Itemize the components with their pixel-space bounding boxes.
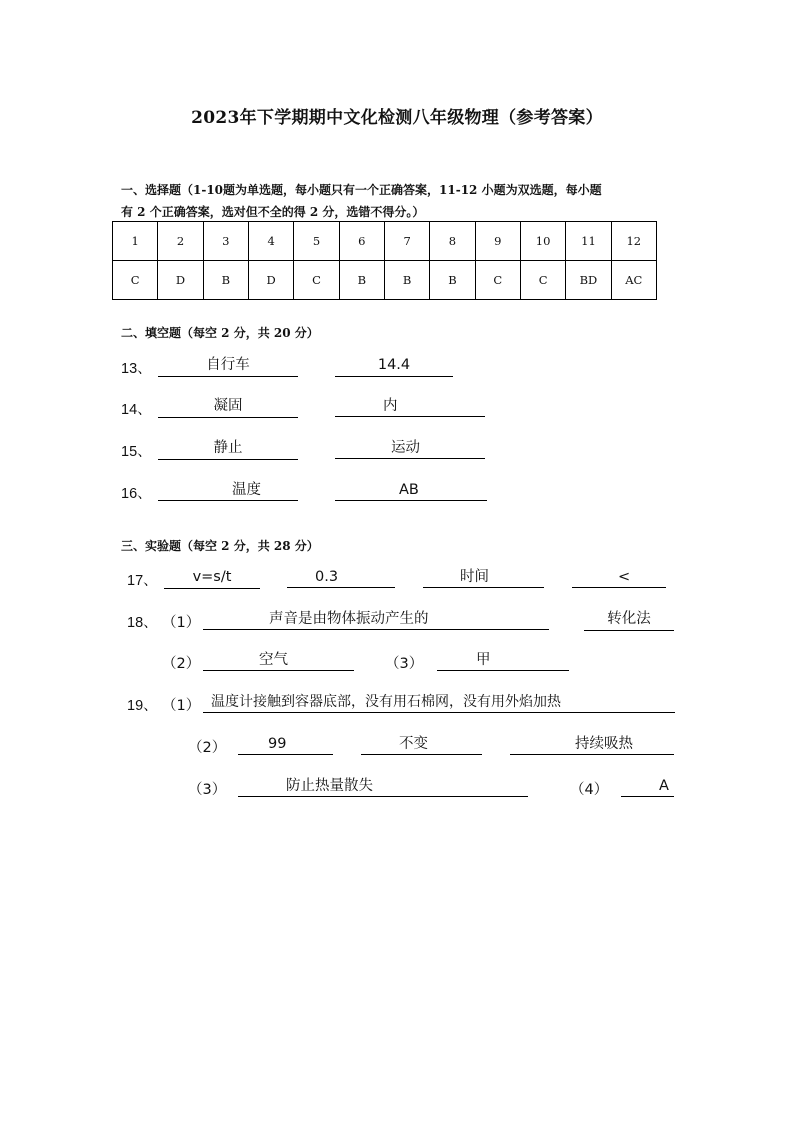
q18-answer-4: 甲	[437, 649, 569, 671]
table-cell: 8	[430, 222, 475, 261]
q15-number: 15、	[121, 444, 152, 460]
answer-row	[113, 261, 657, 300]
table-cell: 2	[158, 222, 203, 261]
q18-part1-label: （1）	[162, 615, 201, 631]
table-cell: C	[520, 261, 565, 300]
table-cell: BD	[566, 261, 611, 300]
table-cell: 7	[384, 222, 429, 261]
q19-part4-label: （4）	[570, 782, 609, 798]
table-cell: D	[248, 261, 293, 300]
table-cell: C	[113, 261, 158, 300]
table-cell: B	[384, 261, 429, 300]
page-title: 2023年下学期期中文化检测八年级物理（参考答案）	[191, 108, 603, 128]
table-cell: AC	[611, 261, 656, 300]
q14-answer-2: 内	[335, 395, 485, 417]
q13-answer-1: 自行车	[158, 354, 298, 377]
q16-number: 16、	[121, 486, 152, 502]
q19-answer-2: 99	[238, 733, 333, 755]
table-cell: 4	[248, 222, 293, 261]
q13-answer-2: 14.4	[335, 354, 453, 377]
q19-answer-5: 防止热量散失	[238, 775, 528, 797]
q19-number: 19、	[127, 698, 158, 714]
q19-answer-4: 持续吸热	[510, 733, 674, 755]
q14-answer-1: 凝固	[158, 395, 298, 418]
section1-heading-line2: 有 2 个正确答案，选对但不全的得 2 分，选错不得分。）	[121, 205, 425, 219]
q17-answer-2: 0.3	[287, 566, 395, 588]
table-cell: 9	[475, 222, 520, 261]
question-number-row	[113, 222, 657, 261]
q18-number: 18、	[127, 615, 158, 631]
q17-number: 17、	[127, 573, 158, 589]
q17-answer-3: 时间	[423, 566, 544, 588]
q15-answer-1: 静止	[158, 437, 298, 460]
table-cell: 1	[113, 222, 158, 261]
table-cell: B	[203, 261, 248, 300]
q16-answer-1: 温度	[158, 479, 298, 501]
q18-answer-1: 声音是由物体振动产生的	[203, 608, 549, 630]
q18-answer-2: 转化法	[584, 608, 674, 631]
table-cell: B	[430, 261, 475, 300]
q19-part3-label: （3）	[188, 782, 227, 798]
section2-heading: 二、填空题（每空 2 分，共 20 分）	[121, 326, 319, 340]
q17-answer-4: <	[572, 566, 666, 588]
table-cell: C	[475, 261, 520, 300]
q19-answer-3: 不变	[361, 733, 482, 755]
answer-table	[112, 221, 657, 300]
section1-heading-line1: 一、选择题（1-10题为单选题，每小题只有一个正确答案，11-12 小题为双选题，每小题	[121, 183, 602, 197]
table-cell: 10	[520, 222, 565, 261]
q15-answer-2: 运动	[335, 437, 485, 459]
q17-answer-1: v=s/t	[164, 566, 260, 589]
q16-answer-2: AB	[335, 479, 487, 501]
q19-part2-label: （2）	[188, 740, 227, 756]
q19-answer-1: 温度计接触到容器底部，没有用石棉网，没有用外焰加热	[203, 691, 675, 713]
table-cell: 3	[203, 222, 248, 261]
q13-number: 13、	[121, 361, 152, 377]
section3-heading: 三、实验题（每空 2 分，共 28 分）	[121, 539, 319, 553]
table-cell: C	[294, 261, 339, 300]
table-cell: 11	[566, 222, 611, 261]
q18-part3-label: （3）	[385, 656, 424, 672]
q18-answer-3: 空气	[203, 649, 354, 671]
q18-part2-label: （2）	[162, 656, 201, 672]
table-cell: 12	[611, 222, 656, 261]
q19-part1-label: （1）	[162, 698, 201, 714]
table-cell: 5	[294, 222, 339, 261]
table-cell: B	[339, 261, 384, 300]
q14-number: 14、	[121, 402, 152, 418]
table-cell: 6	[339, 222, 384, 261]
table-cell: D	[158, 261, 203, 300]
q19-answer-6: A	[621, 775, 674, 797]
